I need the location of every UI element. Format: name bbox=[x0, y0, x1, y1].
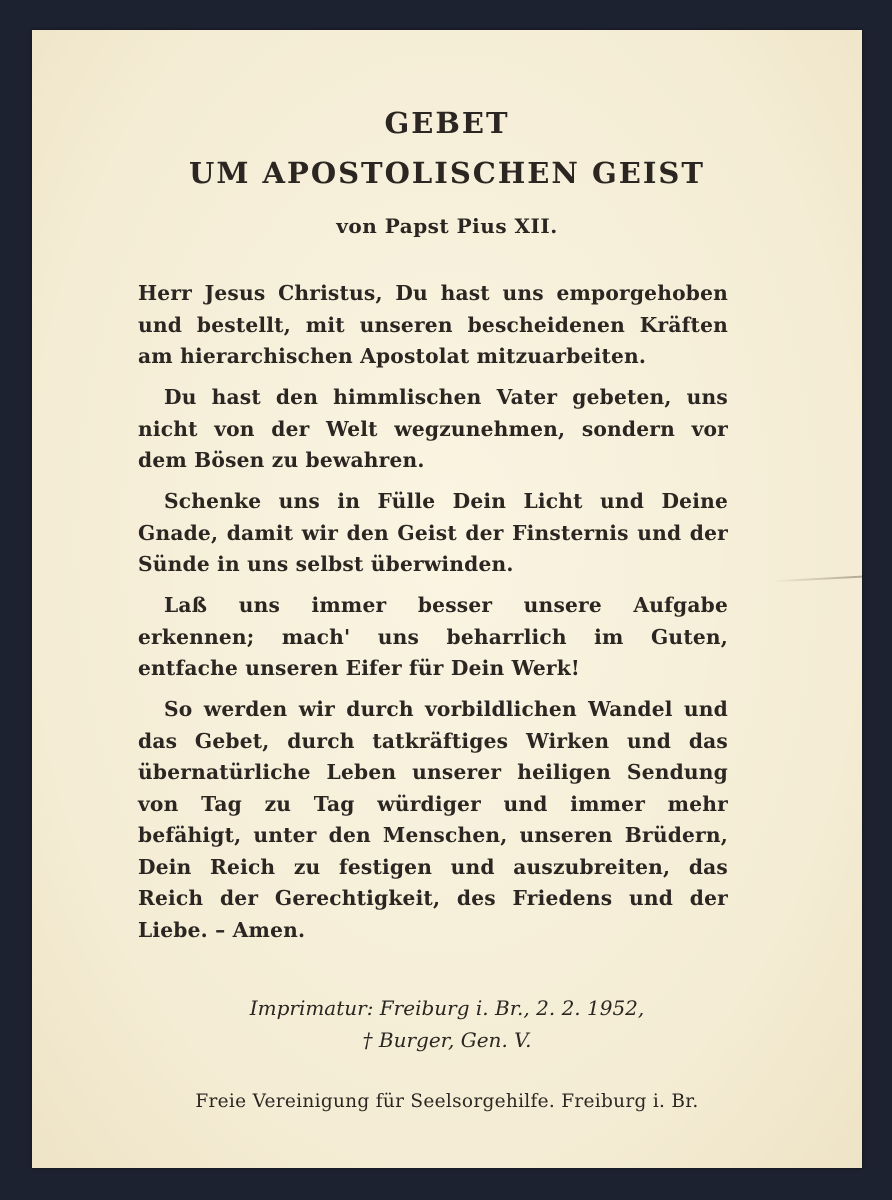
imprimatur-line-2: † Burger, Gen. V. bbox=[362, 1028, 532, 1052]
prayer-paragraph-2: Du hast den himmlischen Vater gebeten, uns nicht von der Welt wegzunehmen, sondern vor dem Bösen zu bewahren. bbox=[138, 385, 728, 472]
title-line-1: GEBET bbox=[384, 106, 510, 140]
prayer-paragraph-1: Herr Jesus Christus, Du hast uns emporgehoben und bestellt, mit unseren bescheidenen Kräften am hierarchischen Apostolat mitzuarbeiten. bbox=[138, 281, 728, 368]
prayer-paragraph-4: Laß uns immer besser unsere Aufgabe erkennen; mach' uns beharrlich im Guten, entfache unseren Eifer für Dein Werk! bbox=[138, 593, 728, 680]
author-line: von Papst Pius XII. bbox=[336, 214, 558, 238]
prayer-card bbox=[32, 30, 862, 1168]
prayer-paragraph-3: Schenke uns in Fülle Dein Licht und Deine Gnade, damit wir den Geist der Finsternis und der Sünde in uns selbst überwinden. bbox=[138, 489, 728, 576]
title-line-2: UM APOSTOLISCHEN GEIST bbox=[189, 156, 705, 190]
paper-crease bbox=[772, 576, 862, 583]
prayer-text bbox=[138, 278, 728, 956]
publisher-line: Freie Vereinigung für Seelsorgehilfe. Freiburg i. Br. bbox=[195, 1091, 699, 1112]
prayer-paragraph-5: So werden wir durch vorbildlichen Wandel und das Gebet, durch tatkräftiges Wirken und das übernatürliche Leben unserer heiligen Sendung von Tag zu Tag würdiger und immer mehr befähigt, unter den Menschen, unseren Brüdern, Dein Reich zu festigen und auszubreiten, das Reich der Gerechtigkeit, des Friedens und der Liebe. – Amen. bbox=[138, 697, 728, 942]
imprimatur-line-1: Imprimatur: Freiburg i. Br., 2. 2. 1952, bbox=[249, 996, 645, 1020]
